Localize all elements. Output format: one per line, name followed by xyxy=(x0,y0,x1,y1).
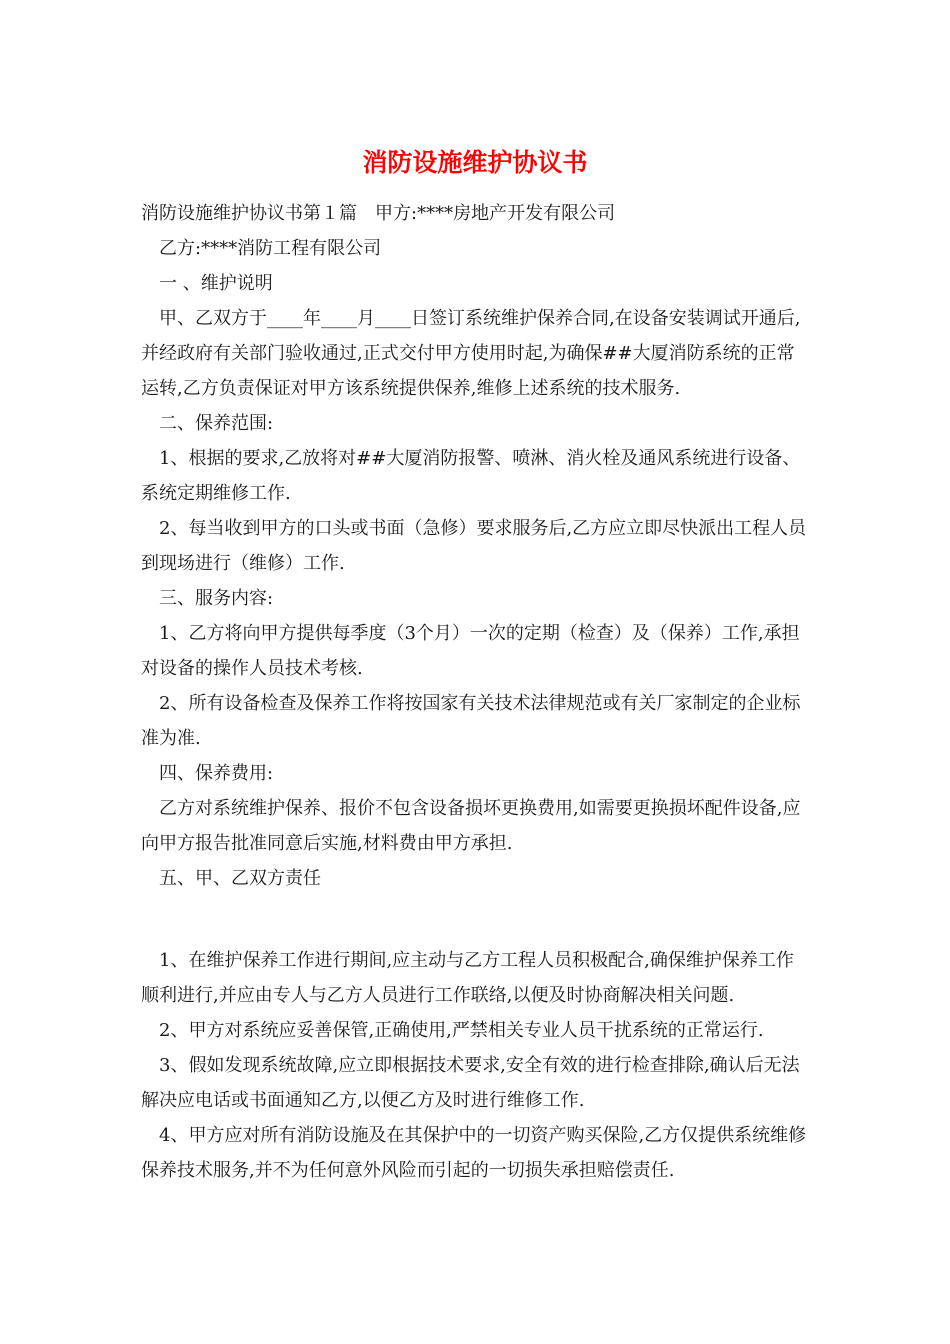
section-5-title: 五、甲、乙双方责任 xyxy=(159,868,321,889)
party-a: 甲方:****房地产开发有限公司 xyxy=(375,203,616,224)
section-1-title: 一 、维护说明 xyxy=(159,273,273,294)
party-b: 乙方:****消防工程有限公司 xyxy=(159,238,382,259)
section-5-paragraph-3: 3、假如发现系统故障,应立即根据技术要求,安全有效的进行检查排除,确认后无法解决应电话或书面通知乙方,以便乙方及时进行维修工作. xyxy=(141,1055,800,1111)
heading-line xyxy=(141,196,809,231)
document-body xyxy=(141,196,809,1188)
section-5-paragraph-1: 1、在维护保养工作进行期间,应主动与乙方工程人员积极配合,确保维护保养工作顺利进行,并应由专人与乙方人员进行工作联络,以便及时协商解决相关问题. xyxy=(141,950,794,1006)
blank-gap xyxy=(141,896,809,943)
section-4-paragraph-1: 乙方对系统维护保养、报价不包含设备损坏更换费用,如需要更换损坏配件设备,应向甲方报告批准同意后实施,材料费由甲方承担. xyxy=(141,798,801,854)
section-3-paragraph-2: 2、所有设备检查及保养工作将按国家有关技术法律规范或有关厂家制定的企业标准为准. xyxy=(141,693,801,749)
section-3-paragraph-1: 1、乙方将向甲方提供每季度（3个月）一次的定期（检查）及（保养）工作,承担对设备的操作人员技术考核. xyxy=(141,623,800,679)
heading-line-prefix: 消防设施维护协议书第１篇 xyxy=(141,203,357,224)
section-3-title: 三、服务内容: xyxy=(159,588,274,609)
section-5-paragraph-4: 4、甲方应对所有消防设施及在其保护中的一切资产购买保险,乙方仅提供系统维修保养技术服务,并不为任何意外风险而引起的一切损失承担赔偿责任. xyxy=(141,1125,807,1181)
section-2-paragraph-2: 2、每当收到甲方的口头或书面（急修）要求服务后,乙方应立即尽快派出工程人员到现场进行（维修）工作. xyxy=(141,518,807,574)
document-title: 消防设施维护协议书 xyxy=(362,148,588,177)
section-1-paragraph-1: 甲、乙双方于____年____月____日签订系统维护保养合同,在设备安装调试开通后,并经政府有关部门验收通过,正式交付甲方使用时起,为确保##大厦消防系统的正常运转,乙方负责保证对甲方该系统提供保养,维修上述系统的技术服务. xyxy=(141,308,801,399)
section-2-title: 二、保养范围: xyxy=(159,413,274,434)
section-2-paragraph-1: 1、根据的要求,乙放将对##大厦消防报警、喷淋、消火栓及通风系统进行设备、系统定期维修工作. xyxy=(141,448,801,504)
section-4-title: 四、保养费用: xyxy=(159,763,274,784)
section-5-paragraph-2: 2、甲方对系统应妥善保管,正确使用,严禁相关专业人员干扰系统的正常运行. xyxy=(159,1020,764,1041)
